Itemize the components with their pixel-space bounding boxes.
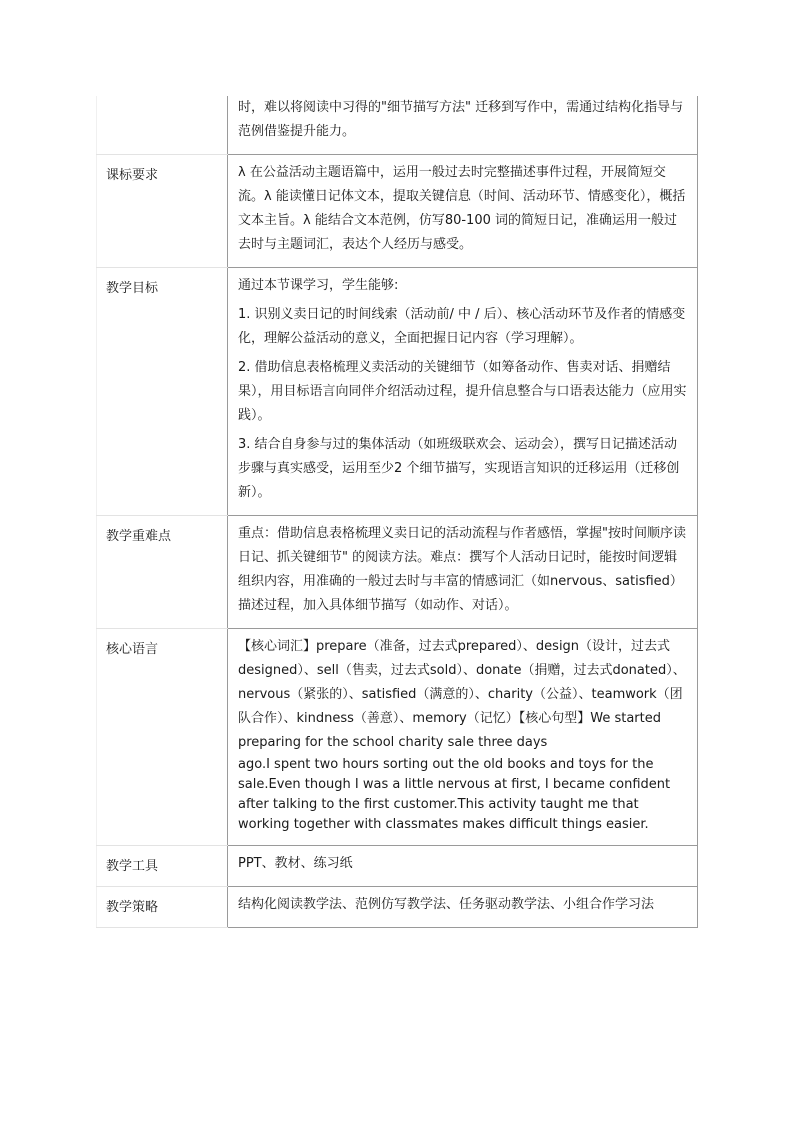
- row-label: 教学目标: [97, 268, 228, 516]
- lesson-plan-table: [96, 96, 698, 928]
- objectives-intro: 通过本节课学习，学生能够:: [238, 278, 399, 293]
- row-content: [228, 96, 698, 155]
- row-content: [228, 629, 698, 846]
- objective-item: 3. 结合自身参与过的集体活动（如班级联欢会、运动会），撰写日记描述活动步骤与真实感受，运用至少2 个细节描写，实现语言知识的迁移运用（迁移创新）。: [238, 437, 680, 500]
- table-row-curriculum-requirements: [97, 155, 698, 268]
- row-content: [228, 155, 698, 268]
- continued-text: 时，难以将阅读中习得的"细节描写方法" 迁移到写作中，需通过结构化指导与范例借鉴提升能力。: [238, 100, 684, 139]
- requirements-text: λ 在公益活动主题语篇中，运用一般过去时完整描述事件过程，开展简短交流。λ 能读懂日记体文本，提取关键信息（时间、活动环节、情感变化），概括文本主旨。λ 能结合文本范例，仿写80-100 词的简短日记，准确运用一般过去时与主题词汇，表达个人经历与感受。: [238, 165, 686, 252]
- table-row-continued: [97, 96, 698, 155]
- row-label: 教学工具: [97, 846, 228, 887]
- key-points-text: 重点：借助信息表格梳理义卖日记的活动流程与作者感悟，掌握"按时间顺序读日记、抓关键细节" 的阅读方法。难点：撰写个人活动日记时，能按时间逻辑组织内容，用准确的一般过去时与丰富的情感词汇（如nervous、satisfied）描述过程，加入具体细节描写（如动作、对话）。: [238, 526, 686, 613]
- row-content: [228, 887, 698, 928]
- row-label: [97, 96, 228, 155]
- strategies-text: 结构化阅读教学法、范例仿写教学法、任务驱动教学法、小组合作学习法: [238, 897, 655, 912]
- table-row-key-difficult-points: [97, 516, 698, 629]
- row-content: [228, 268, 698, 516]
- tools-text: PPT、教材、练习纸: [238, 856, 353, 871]
- core-sentences-text: ago.I spent two hours sorting out the old books and toys for the sale.Even though I was a little nervous at first, I became confident after talking to the first customer.This activity taught me that working together with classmates makes difficult things easier.: [238, 757, 671, 832]
- row-label: 教学策略: [97, 887, 228, 928]
- objective-item: 1. 识别义卖日记的时间线索（活动前/ 中 / 后）、核心活动环节及作者的情感变化，理解公益活动的意义，全面把握日记内容（学习理解）。: [238, 307, 686, 346]
- row-content: [228, 516, 698, 629]
- objective-item: 2. 借助信息表格梳理义卖活动的关键细节（如筹备动作、售卖对话、捐赠结果），用目标语言向同伴介绍活动过程，提升信息整合与口语表达能力（应用实践）。: [238, 360, 687, 423]
- row-content: [228, 846, 698, 887]
- core-vocabulary-text: 【核心词汇】prepare（准备，过去式prepared）、design（设计，过去式 designed）、sell（售卖，过去式sold）、donate（捐赠，过去式donated）、nervous（紧张的）、satisfied（满意的）、charity（公益）、teamwork（团队合作）、kindness（善意）、memory（记忆）【核心句型】We started preparing for the school charity sale three days: [238, 639, 686, 750]
- table-row-teaching-objectives: [97, 268, 698, 516]
- table-row-core-language: [97, 629, 698, 846]
- table-row-teaching-strategies: [97, 887, 698, 928]
- row-label: 核心语言: [97, 629, 228, 846]
- row-label: 教学重难点: [97, 516, 228, 629]
- row-label: 课标要求: [97, 155, 228, 268]
- table-row-teaching-tools: [97, 846, 698, 887]
